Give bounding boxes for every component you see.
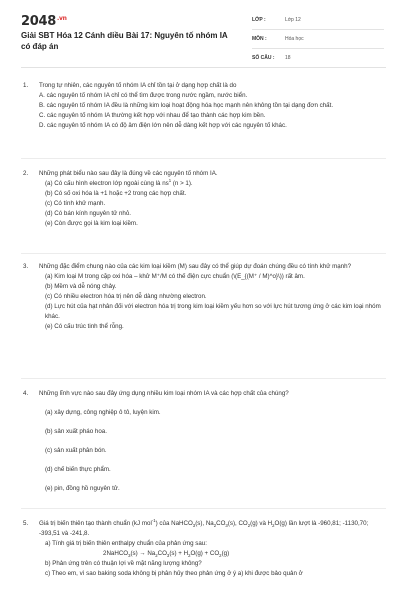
- question-separator: [21, 378, 386, 379]
- option-a: (a) xây dựng, công nghiệp ô tô, luyện kim.: [45, 409, 161, 416]
- question-separator: [21, 508, 386, 509]
- meta-row-subject: [252, 33, 384, 49]
- question-body: [39, 519, 383, 579]
- part-a: a) Tính giá trị biến thiên enthalpy chuẩn của phản ứng sau:: [45, 540, 207, 547]
- option-text: (a) Có cấu hình electron lớp ngoài cùng là ns: [45, 180, 169, 187]
- option-e: (e) Còn được gọi là kim loại kiềm.: [45, 220, 138, 227]
- option-b: (b) sản xuất pháo hoa.: [45, 428, 107, 435]
- question-body: [39, 389, 383, 494]
- question-body: [39, 262, 383, 332]
- question-number: 1.: [23, 82, 29, 89]
- meta-key: LỚP :: [252, 17, 266, 23]
- meta-row-count: [252, 52, 384, 68]
- document-title: Giải SBT Hóa 12 Cánh diều Bài 17: Nguyên tố nhóm IA có đáp án: [21, 31, 228, 51]
- header-divider: [21, 67, 386, 68]
- question-stem: Giá trị biến thiên tạo thành chuẩn (kJ mol$^{-1}$) của NaHCO$_3$(s), $Na_2CO_3(s)$, $CO_2(g)$ và $H_2O(g)$ lần lượt là -960,81; -1130,70; -393,51 và -241,8.: [39, 517, 369, 537]
- question-number: 2.: [23, 170, 29, 177]
- option-text-tail: (n > 1).: [171, 180, 193, 187]
- meta-value: Hóa học: [285, 36, 304, 42]
- logo-text: 2048: [21, 14, 56, 29]
- option-b: (b) Mềm và dễ nóng chảy.: [45, 283, 117, 290]
- option-d: (d) chế biến thực phẩm.: [45, 466, 111, 473]
- document-header: [0, 0, 400, 62]
- option-d: (d) Lực hút của hạt nhân đối với electron hóa trị trong kim loại kiềm yếu hơn so với lực hút tương ứng ở các kim loại nhóm khác.: [45, 303, 381, 320]
- question-body: [39, 81, 383, 131]
- logo-suffix: .vn: [56, 14, 67, 22]
- option-c: (c) sản xuất phân bón.: [45, 447, 107, 454]
- question-number: 3.: [23, 263, 29, 270]
- question-body: [39, 169, 383, 229]
- question-separator: [21, 158, 386, 159]
- reaction-equation: 2NaHCO$_3$(s) → $Na_2CO_3(s) + H_2O(g) + CO_2(g)$: [103, 550, 230, 559]
- option-a: (a) Kim loại M trong cặp oxi hóa – khử M⁺/M có thế điện cực chuẩn (\(E_{(M⁺ / M)^o}\)) rất âm.: [45, 273, 305, 280]
- meta-key: SỐ CÂU :: [252, 55, 275, 61]
- option-d: D. các nguyên tố nhóm IA có độ âm điện lớn nên dễ dàng kết hợp với các nguyên tố khác.: [39, 122, 287, 129]
- question-number: 5.: [23, 520, 29, 527]
- meta-row-class: [252, 14, 384, 30]
- meta-value: 18: [285, 55, 291, 61]
- option-b: B. các nguyên tố nhóm IA đều là những kim loại hoạt động hóa học mạnh nên không tồn tại dạng đơn chất.: [39, 102, 334, 109]
- option-b: (b) Có số oxi hóa là +1 hoặc +2 trong các hợp chất.: [45, 190, 187, 197]
- superscript: 1: [168, 177, 172, 183]
- option-e: (e) Có cấu trúc tinh thể rỗng.: [45, 323, 124, 330]
- option-a: A. các nguyên tố nhóm IA chỉ có thể tìm được trong nước ngầm, nước biển.: [39, 92, 248, 99]
- question-stem: Trong tự nhiên, các nguyên tố nhóm IA chỉ tồn tại ở dạng hợp chất là do: [39, 82, 237, 89]
- option-c: (c) Có tính khử mạnh.: [45, 200, 106, 207]
- question-separator: [21, 253, 386, 254]
- part-b: b) Phản ứng trên có thuận lợi về mặt năng lượng không?: [45, 560, 202, 567]
- part-c: c) Theo em, vì sao baking soda không bị phân hủy theo phản ứng ở ý a) khi được bảo quản ở: [45, 570, 303, 577]
- option-e: (e) pin, đồng hồ nguyên tử.: [45, 485, 120, 492]
- option-c: (c) Có nhiều electron hóa trị nên dễ dàng nhường electron.: [45, 293, 207, 300]
- meta-key: MÔN :: [252, 36, 267, 42]
- question-stem: Những đặc điểm chung nào của các kim loại kiềm (M) sau đây có thể giúp dự đoán chúng đều có tính khử mạnh?: [39, 263, 352, 270]
- option-d: (d) Có bán kính nguyên tử nhỏ.: [45, 210, 132, 217]
- meta-info: [252, 14, 384, 71]
- question-stem: Những phát biểu nào sau đây là đúng về các nguyên tố nhóm IA.: [39, 170, 218, 177]
- option-a: [39, 179, 383, 189]
- question-number: 4.: [23, 390, 29, 397]
- meta-value: Lớp 12: [285, 17, 301, 23]
- site-logo[interactable]: [21, 14, 67, 29]
- question-stem: Những lĩnh vực nào sau đây ứng dụng nhiều kim loại nhóm IA và các hợp chất của chúng?: [39, 390, 289, 397]
- option-c: C. các nguyên tố nhóm IA thường kết hợp với nhau để tạo thành các hợp kim bền.: [39, 112, 266, 119]
